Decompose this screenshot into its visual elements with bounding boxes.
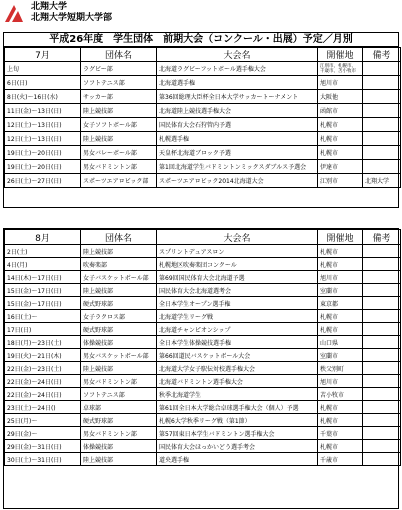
event-cell: 北海道チャンピオンシップ [157, 323, 318, 336]
date-cell: 17日(日) [5, 323, 81, 336]
group-cell: 男女バレーボール部 [81, 146, 157, 160]
date-cell: 4日(月) [5, 258, 81, 271]
venue-cell: 東京都 [318, 297, 363, 310]
date-cell: 14日(木)～17日(日) [5, 271, 81, 284]
group-cell: ソフトテニス部 [81, 388, 157, 401]
event-cell: 道央選手権 [157, 453, 318, 466]
event-cell: 札幌選手権 [157, 132, 318, 146]
event-cell: 秋季北海道学生 [157, 388, 318, 401]
note-cell [363, 118, 401, 132]
event-cell: 全日本学生体操競技選手権 [157, 336, 318, 349]
date-cell: 19日(火)～21日(木) [5, 349, 81, 362]
group-cell: 女子ソフトボール部 [81, 118, 157, 132]
event-cell: 第36回総理大臣杯全日本大学サッカートーナメント [157, 90, 318, 104]
date-cell: 25日(月)～ [5, 414, 81, 427]
venue-cell: 大阪他 [318, 90, 363, 104]
event-cell: 国民体育大会北海道選考会 [157, 284, 318, 297]
note-cell: 北翔大学 [363, 174, 401, 188]
table-row [5, 118, 401, 132]
group-cell: 男女バドミントン部 [81, 427, 157, 440]
table-row [5, 440, 401, 453]
group-cell: 男女バスケットボール部 [81, 349, 157, 362]
group-cell: 吹奏楽部 [81, 258, 157, 271]
note-cell [363, 284, 401, 297]
venue-cell: 札幌市 [318, 258, 363, 271]
note-cell [363, 245, 401, 258]
venue-cell: 函館市 [318, 104, 363, 118]
event-cell: 札幌6大学秋季リーグ戦（第1節） [157, 414, 318, 427]
table-header-row [5, 230, 401, 245]
july-table [4, 47, 401, 188]
august-table [4, 229, 401, 466]
event-cell: スポーツエアロビック2014北海道大会 [157, 174, 318, 188]
column-header: 開催地 [318, 230, 363, 245]
event-cell: 北海道バドミントン選手権大会 [157, 375, 318, 388]
note-cell [363, 375, 401, 388]
event-cell: 第61回全日本大学総合卓球選手権大会（個人）予選 [157, 401, 318, 414]
table-row [5, 90, 401, 104]
event-cell: 札幌地区吹奏楽団コンクール [157, 258, 318, 271]
date-cell: 30日(土)～31日(日) [5, 453, 81, 466]
date-cell: 6日(日) [5, 76, 81, 90]
venue-cell: 札幌市 [318, 245, 363, 258]
column-header: 開催地 [318, 48, 363, 62]
august-schedule [3, 228, 399, 509]
venue-cell: 札幌市 [318, 323, 363, 336]
venue-cell: 江別市 [318, 174, 363, 188]
note-cell [363, 76, 401, 90]
column-header: 大会名 [157, 48, 318, 62]
date-cell: 上旬 [5, 62, 81, 76]
group-cell: 女子ラクロス部 [81, 310, 157, 323]
event-cell: 全日本学生オープン選手権 [157, 297, 318, 310]
venue-cell: 札幌市 [318, 440, 363, 453]
event-cell: 天皇杯北海道ブロック予選 [157, 146, 318, 160]
note-cell [363, 146, 401, 160]
table-row [5, 453, 401, 466]
month-header: 8月 [5, 230, 81, 245]
venue-cell: 札幌市 [318, 118, 363, 132]
note-cell [363, 414, 401, 427]
note-cell [363, 336, 401, 349]
page-title: 平成26年度 学生団体 前期大会（コンクール・出展）予定／月別 [4, 33, 398, 47]
date-cell: 15日(金)～17日(日) [5, 297, 81, 310]
date-cell: 29日(金)～ [5, 427, 81, 440]
date-cell: 11日(金)～13日(日) [5, 104, 81, 118]
venue-cell: 札幌市 [318, 310, 363, 323]
table-row [5, 401, 401, 414]
table-row [5, 375, 401, 388]
table-row [5, 427, 401, 440]
event-cell: 北海道学生リーグ戦 [157, 310, 318, 323]
column-header: 大会名 [157, 230, 318, 245]
table-row [5, 362, 401, 375]
event-cell: 北海道ラグビーフットボール選手権大会 [157, 62, 318, 76]
date-cell: 22日(金)～23日(土) [5, 362, 81, 375]
venue-cell: 秩父別町 [318, 362, 363, 375]
note-cell [363, 453, 401, 466]
university-names [31, 2, 112, 24]
month-header: 7月 [5, 48, 81, 62]
table-row [5, 271, 401, 284]
group-cell: 陸上競技部 [81, 245, 157, 258]
date-cell: 12日(土)～13日(日) [5, 118, 81, 132]
event-cell: 第69回国民体育大会北海道予選 [157, 271, 318, 284]
group-cell: スポーツエアロビック部 [81, 174, 157, 188]
group-cell: ソフトテニス部 [81, 76, 157, 90]
university-logo-icon [3, 2, 25, 24]
group-cell: 男女バドミントン部 [81, 375, 157, 388]
group-cell: サッカー部 [81, 90, 157, 104]
venue-cell: 千葉市 [318, 427, 363, 440]
date-cell: 16日(土)～ [5, 310, 81, 323]
date-cell: 19日(土)～20日(日) [5, 160, 81, 174]
venue-cell: 札幌市 [318, 146, 363, 160]
event-cell: 第1回北海道学生バドミントンミックスダブルス予選会 [157, 160, 318, 174]
table-row [5, 62, 401, 76]
venue-cell: 山口県 [318, 336, 363, 349]
note-cell [363, 62, 401, 76]
table-row [5, 284, 401, 297]
column-header: 団体名 [81, 48, 157, 62]
table-row [5, 132, 401, 146]
venue-cell: 札幌市 [318, 401, 363, 414]
table-row [5, 174, 401, 188]
date-cell: 15日(金)～17日(日) [5, 284, 81, 297]
date-cell: 2日(土) [5, 245, 81, 258]
date-cell: 26日(土)～27日(日) [5, 174, 81, 188]
venue-cell: 江別市、札幌市、千歳市、苫小牧市 [318, 62, 363, 76]
group-cell: 女子バスケットボール部 [81, 271, 157, 284]
group-cell: 硬式野球部 [81, 414, 157, 427]
date-cell: 18日(月)～23日(土) [5, 336, 81, 349]
note-cell [363, 362, 401, 375]
event-cell: 第57回東日本学生バドミントン選手権大会 [157, 427, 318, 440]
event-cell: 第66回道民バスケットボール大会 [157, 349, 318, 362]
table-row [5, 146, 401, 160]
college-name: 北翔大学短期大学部 [31, 13, 113, 23]
column-header: 備考 [363, 230, 401, 245]
table-row [5, 297, 401, 310]
university-name: 北翔大学 [31, 2, 68, 12]
note-cell [363, 323, 401, 336]
table-row [5, 104, 401, 118]
column-header: 団体名 [81, 230, 157, 245]
note-cell [363, 160, 401, 174]
group-cell: 陸上競技部 [81, 362, 157, 375]
table-row [5, 336, 401, 349]
group-cell: 硬式野球部 [81, 323, 157, 336]
venue-cell: 札幌市 [318, 414, 363, 427]
date-cell: 19日(土)～20日(日) [5, 146, 81, 160]
group-cell: 陸上競技部 [81, 104, 157, 118]
event-cell: 北海道陸上競技選手権大会 [157, 104, 318, 118]
group-cell: 陸上競技部 [81, 453, 157, 466]
note-cell [363, 401, 401, 414]
venue-cell: 旭川市 [318, 271, 363, 284]
note-cell [363, 104, 401, 118]
note-cell [363, 297, 401, 310]
table-row [5, 76, 401, 90]
date-cell: 8日(火)～16日(水) [5, 90, 81, 104]
group-cell: 陸上競技部 [81, 284, 157, 297]
table-row [5, 388, 401, 401]
july-schedule [3, 32, 399, 208]
venue-cell: 伊達市 [318, 160, 363, 174]
date-cell: 23日(土)～24日() [5, 401, 81, 414]
group-cell: 男女バドミントン部 [81, 160, 157, 174]
event-cell: スプリントデュアスロン [157, 245, 318, 258]
table-header-row [5, 48, 401, 62]
note-cell [363, 258, 401, 271]
group-cell: 卓球部 [81, 401, 157, 414]
group-cell: 体操競技部 [81, 440, 157, 453]
table-row [5, 245, 401, 258]
group-cell: 陸上競技部 [81, 132, 157, 146]
group-cell: ラグビー部 [81, 62, 157, 76]
table-row [5, 310, 401, 323]
column-header: 備考 [363, 48, 401, 62]
venue-cell: 室蘭市 [318, 349, 363, 362]
date-cell: 29日(金)～31日(日) [5, 440, 81, 453]
note-cell [363, 310, 401, 323]
table-row [5, 323, 401, 336]
venue-cell: 札幌市 [318, 132, 363, 146]
venue-cell: 室蘭市 [318, 284, 363, 297]
venue-cell: 苫小牧市 [318, 388, 363, 401]
date-cell: 22日(金)～24日(日) [5, 388, 81, 401]
venue-cell: 旭川市 [318, 76, 363, 90]
table-row [5, 414, 401, 427]
note-cell [363, 90, 401, 104]
event-cell: 国民体育大会ほっかいどう選手考会 [157, 440, 318, 453]
date-cell: 12日(土)～13日(日) [5, 132, 81, 146]
event-cell: 北海道大学女子駅伝対校選手権大会 [157, 362, 318, 375]
note-cell [363, 271, 401, 284]
note-cell [363, 427, 401, 440]
event-cell: 国民体育大会石狩管内予選 [157, 118, 318, 132]
note-cell [363, 440, 401, 453]
date-cell: 22日(金)～24日(日) [5, 375, 81, 388]
table-row [5, 258, 401, 271]
venue-cell: 千歳市 [318, 453, 363, 466]
group-cell: 体操競技部 [81, 336, 157, 349]
note-cell [363, 388, 401, 401]
venue-cell: 旭川市 [318, 375, 363, 388]
group-cell: 硬式野球部 [81, 297, 157, 310]
note-cell [363, 349, 401, 362]
note-cell [363, 132, 401, 146]
table-row [5, 349, 401, 362]
table-row [5, 160, 401, 174]
event-cell: 北海道選手権 [157, 76, 318, 90]
